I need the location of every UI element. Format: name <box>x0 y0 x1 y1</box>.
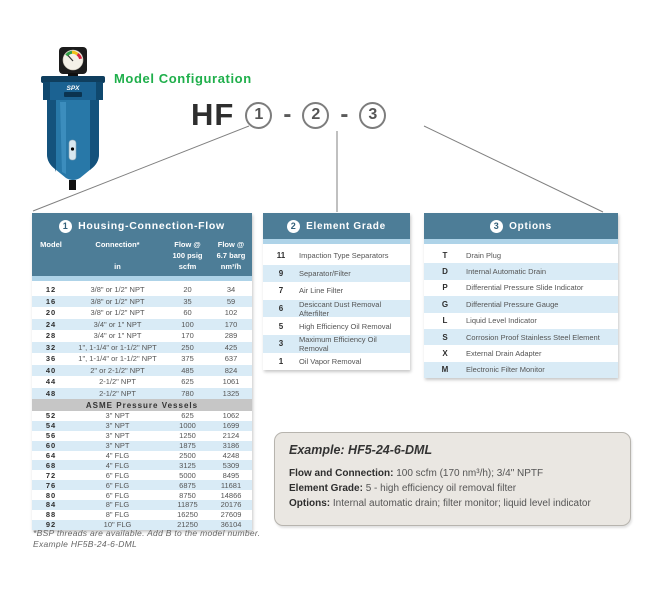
cell-flow-scfm: 170 <box>181 331 194 341</box>
cell-option-code: S <box>442 332 448 342</box>
cell-grade-label: Maximum Efficiency Oil Removal <box>299 334 377 353</box>
model-prefix: HF <box>191 97 235 132</box>
table-row <box>32 411 252 421</box>
cell-model: 48 <box>45 388 57 398</box>
table-row <box>424 263 618 279</box>
brand-label: SPX <box>66 85 80 92</box>
element-grade-title-text: Element Grade <box>306 220 386 232</box>
col-connection-unit: in <box>114 262 121 271</box>
cell-flow-nm3h: 824 <box>224 365 238 375</box>
number-badge-1: 1 <box>59 220 72 233</box>
cell-flow-nm3h: 59 <box>226 296 236 306</box>
cell-option-label: Internal Automatic Drain <box>466 267 547 277</box>
number-badge-2: 2 <box>287 220 300 233</box>
cell-grade-label: High Efficiency Oil Removal <box>299 321 392 331</box>
table-row <box>263 282 410 300</box>
cell-grade-code: 7 <box>278 286 284 296</box>
cell-flow-nm3h: 3186 <box>222 441 240 451</box>
table-row <box>32 470 252 480</box>
cell-model: 40 <box>45 365 57 375</box>
placeholder-circle-3: 3 <box>359 102 386 129</box>
cell-connection: 8" FLG <box>105 510 130 520</box>
cell-flow-scfm: 485 <box>181 365 194 375</box>
table-row <box>263 317 410 335</box>
cell-connection: 3" NPT <box>105 411 130 421</box>
example-line-value: 100 scfm (170 nm³/h); 3/4" NPTF <box>393 468 544 479</box>
table-row <box>263 247 410 265</box>
cell-flow-scfm: 3125 <box>179 460 196 470</box>
table-row <box>424 280 618 296</box>
col-model: Model <box>40 240 62 249</box>
table-row <box>424 362 618 378</box>
cell-connection: 8" FLG <box>105 500 130 510</box>
table-row <box>32 388 252 400</box>
cell-flow-scfm: 20 <box>183 285 192 295</box>
table-row <box>424 345 618 361</box>
housing-table-header <box>32 213 252 276</box>
cell-model: 88 <box>45 510 57 520</box>
cell-flow-scfm: 780 <box>181 388 194 398</box>
cell-flow-scfm: 625 <box>181 411 194 421</box>
table-row <box>32 376 252 388</box>
cell-option-label: External Drain Adapter <box>466 349 542 359</box>
cell-flow-scfm: 8750 <box>179 490 196 500</box>
placeholder-circle-2: 2 <box>302 102 329 129</box>
cell-model: 64 <box>45 451 57 460</box>
cell-flow-scfm: 625 <box>181 377 194 387</box>
cell-model: 16 <box>45 296 57 306</box>
cell-model: 24 <box>45 319 57 329</box>
cell-connection: 6" FLG <box>105 480 130 490</box>
cell-flow-nm3h: 102 <box>224 308 238 318</box>
cell-connection: 3/8" or 1/2" NPT <box>90 308 145 318</box>
table-row <box>424 296 618 312</box>
number-badge-3: 3 <box>490 220 503 233</box>
cell-model: 60 <box>45 441 57 451</box>
cell-flow-nm3h: 8495 <box>222 470 240 480</box>
cell-flow-scfm: 1875 <box>179 441 196 451</box>
cell-grade-label: Desiccant Dust Removal Afterfilter <box>299 299 382 318</box>
footnote-line-1: *BSP threads are available. Add B to the model number. <box>33 528 261 538</box>
table-row <box>32 441 252 451</box>
housing-connection-flow-table <box>32 213 252 530</box>
cell-flow-nm3h: 289 <box>224 331 238 341</box>
element-grade-table <box>263 213 410 370</box>
cell-model: 12 <box>45 285 57 295</box>
footnote-line-2: Example HF5B-24-6-DML <box>33 538 138 549</box>
table-row <box>32 342 252 354</box>
model-code <box>191 97 386 133</box>
cell-flow-nm3h: 20176 <box>220 500 242 510</box>
table-row <box>32 421 252 431</box>
cell-connection: 4" FLG <box>105 451 130 460</box>
element-grade-rows <box>263 247 410 370</box>
placeholder-circle-1: 1 <box>245 102 272 129</box>
cell-connection: 3/4" or 1" NPT <box>93 319 142 329</box>
separator-dash: - <box>340 101 349 128</box>
cell-model: 80 <box>45 490 57 500</box>
cell-option-code: G <box>441 299 449 309</box>
cell-connection: 1", 1-1/4" or 1-1/2" NPT <box>78 342 157 352</box>
cell-connection: 6" FLG <box>105 490 130 500</box>
cell-grade-code: 1 <box>278 356 284 366</box>
cell-grade-code: 9 <box>278 268 284 278</box>
table-row <box>263 265 410 283</box>
cell-connection: 6" FLG <box>105 470 130 480</box>
table-row <box>32 284 252 296</box>
table-row <box>263 335 410 353</box>
element-grade-title <box>263 213 410 239</box>
separator-dash: - <box>283 101 292 128</box>
table-row <box>424 313 618 329</box>
cell-option-code: T <box>442 250 448 260</box>
cell-flow-nm3h: 11681 <box>220 480 242 490</box>
cell-flow-nm3h: 27609 <box>220 510 242 520</box>
col-flow-psig: Flow @ <box>174 240 201 249</box>
cell-connection: 3" NPT <box>105 441 130 451</box>
cell-model: 84 <box>45 500 57 510</box>
table-row <box>32 500 252 510</box>
cell-option-label: Liquid Level Indicator <box>466 316 537 326</box>
cell-model: 28 <box>45 331 57 341</box>
cell-option-code: X <box>442 349 448 359</box>
housing-table-column-headers: Model Connection* in Flow @ 100 psig scfm Flow @ 6.7 barg nm³/h <box>40 240 246 271</box>
table-row <box>32 330 252 342</box>
cell-connection: 3" NPT <box>105 421 130 431</box>
cell-model: 52 <box>45 411 57 421</box>
filter-bowl <box>47 100 99 190</box>
table-row <box>424 247 618 263</box>
cell-connection: 3/8" or 1/2" NPT <box>90 285 145 295</box>
table-row <box>32 451 252 461</box>
table-row <box>32 319 252 331</box>
cell-flow-nm3h: 1061 <box>222 377 240 387</box>
cell-option-code: D <box>442 267 448 277</box>
example-line <box>289 466 616 481</box>
cell-connection: 2-1/2" NPT <box>99 377 136 387</box>
cell-flow-scfm: 6875 <box>179 480 196 490</box>
cell-model: 54 <box>45 421 57 431</box>
cell-connection: 3" NPT <box>105 431 130 441</box>
cell-model: 92 <box>45 520 57 530</box>
cell-option-label: Differential Pressure Slide Indicator <box>466 283 584 293</box>
example-line-label: Options: <box>289 498 331 509</box>
example-line-value: Internal automatic drain; filter monitor; liquid level indicator <box>330 498 591 509</box>
example-line-value: 5 - high efficiency oil removal filter <box>362 483 517 494</box>
cell-model: 20 <box>45 308 57 318</box>
example-line <box>289 481 616 496</box>
cell-option-label: Electronic Filter Monitor <box>466 365 545 375</box>
options-title <box>424 213 618 239</box>
table-row <box>32 365 252 377</box>
cell-flow-scfm: 250 <box>181 342 194 352</box>
table-row <box>32 460 252 470</box>
cell-flow-scfm: 375 <box>181 354 194 364</box>
cell-flow-nm3h: 1699 <box>222 421 240 431</box>
cell-flow-scfm: 100 <box>181 319 194 329</box>
cell-flow-nm3h: 4248 <box>222 451 240 460</box>
example-box <box>274 432 631 526</box>
housing-table-rows <box>32 284 252 399</box>
cell-grade-label: Separator/Filter <box>299 268 351 278</box>
table-row <box>32 490 252 500</box>
options-table <box>424 213 618 378</box>
cell-option-code: L <box>442 316 448 326</box>
cell-connection: 2" or 2-1/2" NPT <box>90 365 145 375</box>
pressure-gauge-icon <box>59 47 87 77</box>
cell-connection: 2-1/2" NPT <box>99 388 136 398</box>
page-title: Model Configuration <box>114 71 252 86</box>
cell-flow-nm3h: 425 <box>224 342 238 352</box>
housing-table-title-text: Housing-Connection-Flow <box>78 220 225 232</box>
example-line-label: Element Grade: <box>289 483 363 494</box>
cell-flow-scfm: 35 <box>183 296 192 306</box>
example-line-label: Flow and Connection: <box>289 468 394 479</box>
cell-connection: 10" FLG <box>103 520 132 530</box>
cell-grade-code: 5 <box>278 321 284 331</box>
options-title-text: Options <box>509 220 552 232</box>
cell-model: 36 <box>45 354 57 364</box>
cell-option-label: Differential Pressure Gauge <box>466 299 559 309</box>
cell-option-label: Drain Plug <box>466 250 502 260</box>
table-row <box>32 510 252 520</box>
cell-grade-code: 6 <box>278 304 284 314</box>
options-rows <box>424 247 618 378</box>
table-row <box>424 329 618 345</box>
asme-table-rows <box>32 411 252 530</box>
table-row <box>32 353 252 365</box>
cell-connection: 4" FLG <box>105 460 130 470</box>
cell-connection: 3/4" or 1" NPT <box>93 331 142 341</box>
cell-option-code: P <box>442 283 448 293</box>
cell-flow-scfm: 21250 <box>177 520 198 530</box>
example-lines <box>289 466 616 511</box>
cell-flow-nm3h: 34 <box>226 285 236 295</box>
cell-flow-nm3h: 2124 <box>222 431 240 441</box>
cell-flow-nm3h: 1325 <box>222 388 240 398</box>
cell-flow-nm3h: 5309 <box>222 460 240 470</box>
cell-model: 72 <box>45 470 57 480</box>
cell-flow-nm3h: 36104 <box>220 520 242 530</box>
filter-product-illustration <box>36 46 108 192</box>
cell-option-label: Corrosion Proof Stainless Steel Element <box>466 332 600 342</box>
cell-flow-nm3h: 170 <box>224 319 238 329</box>
cell-model: 56 <box>45 431 57 441</box>
table-row <box>32 431 252 441</box>
cell-grade-label: Air Line Filter <box>299 286 344 296</box>
table-row <box>32 480 252 490</box>
cell-model: 44 <box>45 377 57 387</box>
cell-connection: 1", 1-1/4" or 1-1/2" NPT <box>78 354 157 364</box>
cell-grade-label: Impaction Type Separators <box>299 251 389 261</box>
col-flow-barg: Flow @ <box>217 240 245 249</box>
cell-grade-code: 11 <box>276 251 286 261</box>
col-connection: Connection* <box>95 240 140 249</box>
cell-flow-scfm: 5000 <box>179 470 196 480</box>
table-row <box>263 353 410 371</box>
cell-flow-scfm: 11875 <box>177 500 198 510</box>
table-row <box>32 296 252 308</box>
cell-model: 76 <box>45 480 57 490</box>
table-row <box>32 307 252 319</box>
footnote <box>33 528 260 549</box>
cell-flow-nm3h: 1062 <box>222 411 240 421</box>
cell-grade-code: 3 <box>278 339 284 349</box>
asme-section-header: ASME Pressure Vessels <box>32 399 252 411</box>
cell-model: 32 <box>45 342 57 352</box>
cell-flow-scfm: 1250 <box>179 431 196 441</box>
cell-option-code: M <box>441 365 449 375</box>
example-line <box>289 496 616 511</box>
cell-flow-scfm: 16250 <box>177 510 198 520</box>
cell-grade-label: Oil Vapor Removal <box>299 356 362 366</box>
cell-flow-scfm: 1000 <box>179 421 196 431</box>
cell-model: 68 <box>45 460 57 470</box>
table-row <box>263 300 410 318</box>
example-title: Example: HF5-24-6-DML <box>289 443 433 457</box>
cell-flow-scfm: 2500 <box>179 451 196 460</box>
housing-table-title <box>32 213 252 239</box>
cell-flow-scfm: 60 <box>183 308 192 318</box>
cell-flow-nm3h: 14866 <box>220 490 242 500</box>
cell-flow-nm3h: 637 <box>224 354 238 364</box>
filter-head <box>41 76 105 100</box>
cell-connection: 3/8" or 1/2" NPT <box>90 296 145 306</box>
